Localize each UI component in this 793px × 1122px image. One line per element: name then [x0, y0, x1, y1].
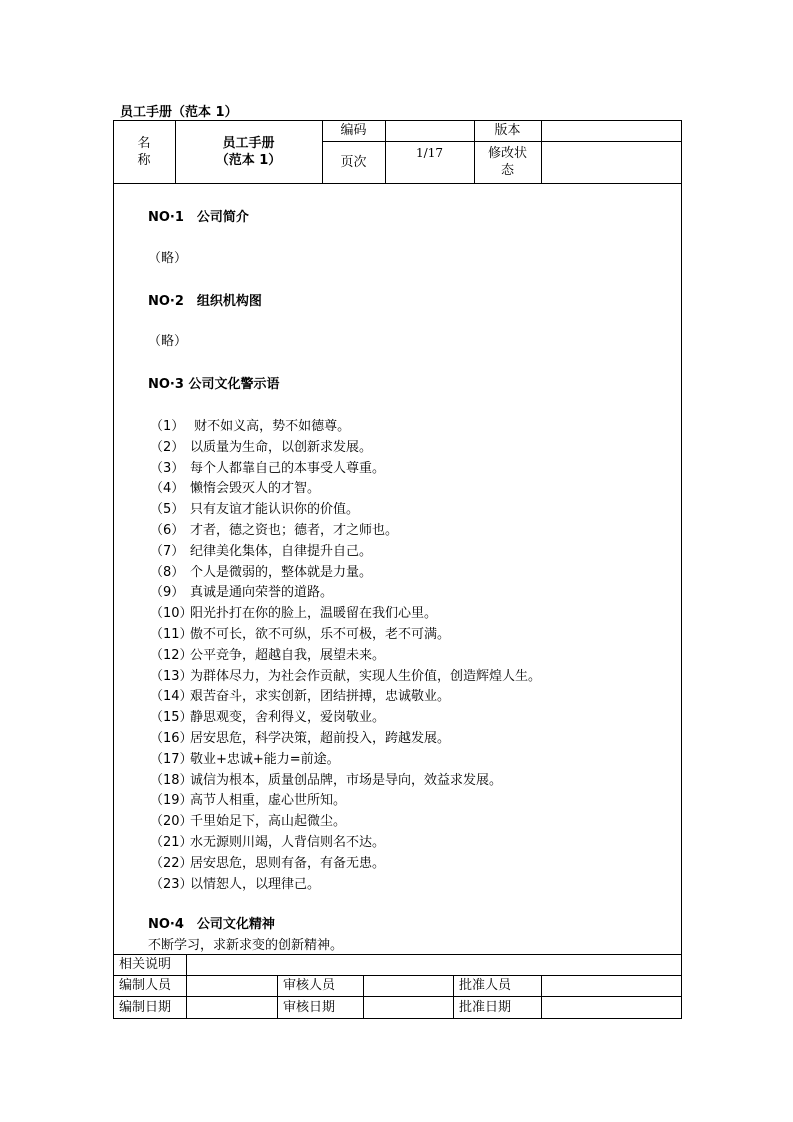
- motto-number: （18）: [150, 772, 193, 788]
- motto-number: （15）: [150, 710, 193, 726]
- motto-number: （19）: [150, 793, 193, 809]
- motto-item: [150, 873, 320, 892]
- approve-date-value: [541, 996, 682, 1019]
- motto-text: 财不如义高，势不如德尊。: [190, 419, 351, 434]
- motto-text: 傲不可长，欲不可纵，乐不可极，老不可满。: [190, 627, 451, 642]
- motto-number: （20）: [150, 814, 193, 830]
- editor-value: [186, 975, 277, 996]
- revision-label-cell: [474, 141, 541, 183]
- motto-item: [150, 685, 450, 704]
- name-label-cell: [113, 120, 175, 183]
- motto-text: 每个人都靠自己的本事受人尊重。: [190, 460, 386, 476]
- motto-item: [150, 831, 385, 850]
- revision-label-line1: 修改状: [487, 146, 527, 161]
- motto-text: 千里始足下，高山起微尘。: [190, 814, 347, 830]
- motto-item: [150, 769, 502, 788]
- review-date-value: [363, 996, 453, 1019]
- editor-label: 编制人员: [119, 978, 172, 993]
- motto-text: 懒惰会毁灭人的才智。: [190, 481, 321, 497]
- motto-item: [150, 602, 437, 621]
- motto-number: （6）: [150, 523, 185, 538]
- motto-text: 水无源则川竭，人背信则名不达。: [190, 835, 386, 850]
- code-label: 编码: [340, 123, 367, 138]
- motto-number: （4）: [150, 481, 185, 497]
- motto-text: 居安思危，思则有备，有备无患。: [190, 855, 386, 871]
- name-label-line2: 称: [137, 152, 151, 168]
- page-value: 1/17: [416, 145, 443, 160]
- doc-name-cell: [175, 120, 322, 183]
- motto-number: （21）: [150, 835, 193, 850]
- page-label: 页次: [340, 154, 367, 170]
- motto-item: [150, 540, 372, 559]
- motto-number: （10）: [150, 606, 193, 622]
- motto-number: （14）: [150, 689, 193, 705]
- motto-number: （7）: [150, 543, 185, 559]
- notes-value: [186, 954, 682, 975]
- motto-item: [150, 706, 385, 725]
- motto-text: 高节人相重，虚心世所知。: [190, 793, 347, 809]
- section-4-body: 不断学习，求新求变的创新精神。: [148, 938, 344, 953]
- motto-number: （11）: [150, 627, 193, 642]
- name-label-line1: 名: [137, 135, 151, 151]
- notes-label: 相关说明: [119, 957, 172, 972]
- section-2-body: （略）: [148, 334, 188, 349]
- motto-item: [150, 457, 385, 476]
- section-4-heading: NO·4 公司文化精神: [148, 917, 275, 932]
- motto-item: [150, 415, 350, 434]
- motto-text: 居安思危，科学决策，超前投入，跨越发展。: [190, 731, 451, 746]
- approve-date-label: 批准日期: [459, 1000, 512, 1015]
- motto-number: （22）: [150, 855, 193, 871]
- edit-date-label: 编制日期: [119, 1000, 172, 1015]
- motto-number: （13）: [150, 668, 193, 684]
- motto-number: （3）: [150, 460, 185, 476]
- approver-value: [541, 975, 682, 996]
- motto-item: [150, 810, 346, 829]
- motto-text: 为群体尽力，为社会作贡献，实现人生价值，创造辉煌人生。: [190, 668, 542, 684]
- motto-number: （12）: [150, 647, 193, 663]
- motto-item: [150, 623, 450, 642]
- review-date-label: 审核日期: [283, 1000, 336, 1015]
- approver-label: 批准人员: [459, 978, 512, 993]
- motto-item: [150, 498, 359, 517]
- motto-text: 艰苦奋斗，求实创新，团结拼搏，忠诚敬业。: [190, 689, 451, 705]
- code-value: [385, 120, 474, 141]
- motto-text: 阳光扑打在你的脸上，温暖留在我们心里。: [190, 606, 438, 622]
- motto-item: [150, 789, 346, 808]
- motto-item: [150, 644, 385, 663]
- motto-text: 只有友谊才能认识你的价值。: [190, 502, 360, 518]
- motto-number: （1）: [150, 419, 185, 434]
- version-value: [541, 120, 682, 141]
- motto-number: （17）: [150, 751, 193, 767]
- motto-item: [150, 581, 333, 600]
- revision-value: [541, 141, 682, 183]
- motto-item: [150, 561, 372, 580]
- reviewer-label: 审核人员: [283, 978, 336, 993]
- motto-text: 以情恕人，以理律己。: [190, 876, 321, 892]
- motto-text: 公平竞争，超越自我，展望未来。: [190, 647, 386, 663]
- document-title: 员工手册（范本 1）: [120, 105, 238, 120]
- motto-text: 静思观变，舍利得义，爱岗敬业。: [190, 710, 386, 726]
- motto-text: 以质量为生命，以创新求发展。: [190, 439, 373, 455]
- section-2-heading: NO·2 组织机构图: [148, 294, 262, 309]
- motto-text: 诚信为根本，质量创品牌，市场是导向，效益求发展。: [190, 772, 503, 788]
- motto-number: （9）: [150, 585, 185, 601]
- edit-date-value: [186, 996, 277, 1019]
- motto-item: [150, 519, 398, 538]
- section-3-heading: NO·3 公司文化警示语: [148, 377, 280, 392]
- motto-text: 真诚是通向荣誉的道路。: [190, 585, 334, 601]
- reviewer-value: [363, 975, 453, 996]
- motto-number: （5）: [150, 502, 185, 518]
- section-1-heading: NO·1 公司简介: [148, 210, 249, 225]
- motto-text: 个人是微弱的，整体就是力量。: [190, 564, 373, 580]
- header-bottom-border: [113, 183, 682, 184]
- motto-item: [150, 436, 372, 455]
- motto-item: [150, 748, 340, 767]
- motto-item: [150, 665, 541, 684]
- motto-item: [150, 852, 385, 871]
- motto-text: 敬业+忠诚+能力=前途。: [190, 751, 340, 767]
- motto-item: [150, 727, 450, 746]
- motto-text: 才者，德之资也；德者，才之师也。: [190, 523, 399, 538]
- version-label: 版本: [494, 123, 521, 138]
- motto-number: （23）: [150, 876, 193, 892]
- motto-text: 纪律美化集体，自律提升自己。: [190, 543, 373, 559]
- motto-number: （2）: [150, 439, 185, 455]
- doc-name-line1: 员工手册: [222, 135, 275, 151]
- doc-name-line2: （范本 1）: [215, 152, 282, 168]
- motto-number: （16）: [150, 731, 193, 746]
- revision-label-line2: 态: [500, 163, 514, 178]
- section-1-body: （略）: [148, 251, 188, 266]
- motto-number: （8）: [150, 564, 185, 580]
- motto-item: [150, 477, 320, 496]
